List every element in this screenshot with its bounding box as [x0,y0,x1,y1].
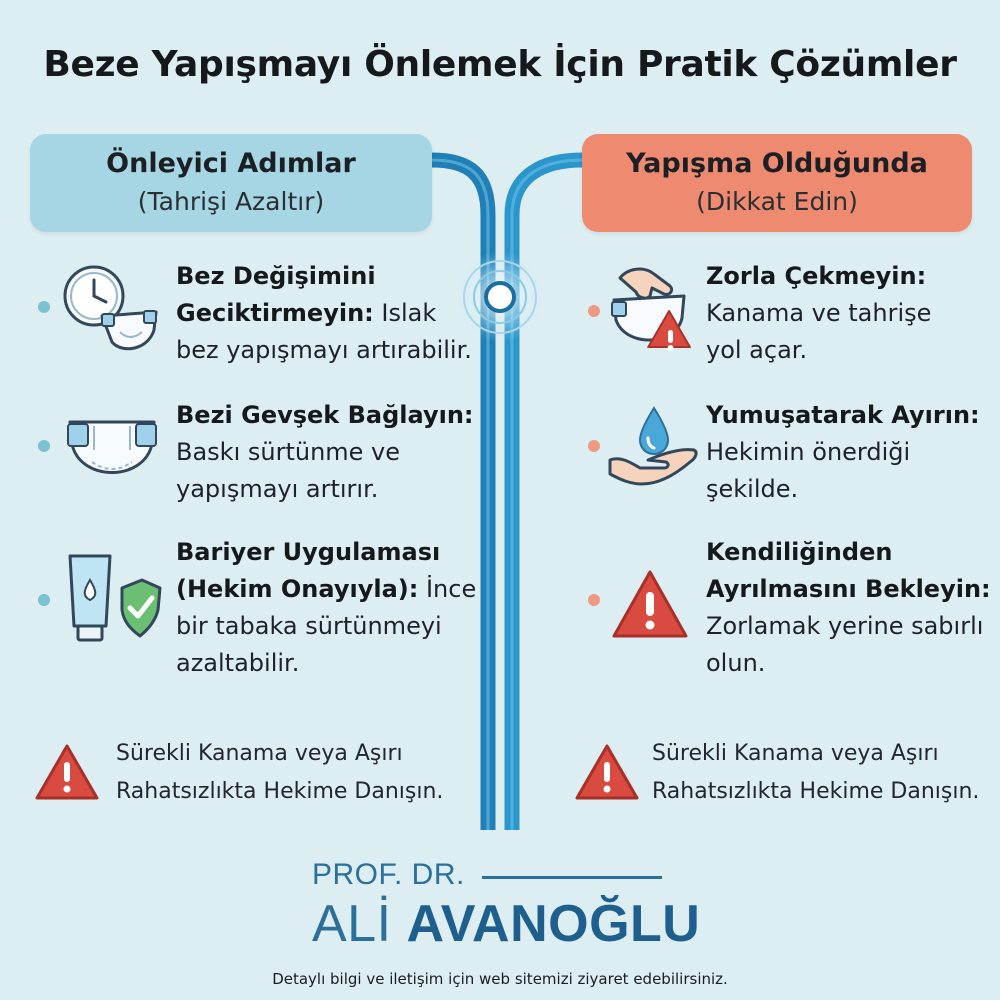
left-item-1-text [176,258,472,369]
left-item-2-line-3: yapışmayı artırır. [176,475,379,503]
diaper-icon [64,410,160,490]
bullet-dot [38,440,50,452]
hand-diaper-warning-icon [606,260,702,360]
left-item-1-bold-2: Geciktirmeyin: [176,299,374,327]
brand-first-name: ALİ [312,895,392,953]
brand-name [312,894,700,954]
left-item-2-line-2: Baskı sürtünme ve [176,438,401,466]
right-item-2-text [706,397,980,508]
right-header [582,134,972,232]
left-item-3-line-3: bir tabaka sürtünmeyi [176,612,442,640]
warning-icon [34,742,100,802]
right-item-3-bold-2: Ayrılmasını Bekleyin: [706,575,991,603]
clock-diaper-icon [62,262,162,358]
right-item-2-line-2: Hekimin önerdiği [706,438,911,466]
page-title: Beze Yapışmayı Önlemek İçin Pratik Çözümler [43,44,957,85]
left-header-title: Önleyici Adımlar [106,148,356,179]
left-header [30,134,432,232]
footer-text: Detaylı bilgi ve iletişim için web sitemizi ziyaret edebilirsiniz. [272,970,728,988]
right-header-subtitle: (Dikkat Edin) [696,187,858,216]
right-item-3-bold-1: Kendiliğinden [706,538,893,566]
right-item-2-bold-1: Yumuşatarak Ayırın: [706,401,980,429]
left-header-subtitle: (Tahrişi Azaltır) [137,187,325,216]
right-item-3-text [706,534,991,682]
left-item-1-rest-2: Islak [373,299,437,327]
bullet-dot [38,301,50,313]
right-item-2-line-3: şekilde. [706,475,799,503]
cream-tube-shield-icon [62,548,162,648]
warning-icon [574,742,640,802]
left-item-3-rest-2: İnce [418,575,477,603]
left-warning-text [116,735,443,811]
right-item-1-line-2: Kanama ve tahrişe [706,299,932,327]
bullet-dot [588,305,600,317]
right-item-1-bold-1: Zorla Çekmeyin: [706,262,927,290]
left-item-2-text [176,397,474,508]
brand-divider [482,876,662,879]
water-drop-hand-icon [606,404,702,490]
right-item-1-line-3: yol açar. [706,336,808,364]
left-item-3-bold-2: (Hekim Onayıyla): [176,575,419,603]
warning-icon [610,568,690,640]
brand-logo [312,858,700,954]
bullet-dot [38,594,50,606]
timeline-node [486,283,514,311]
right-warning-text [652,735,979,811]
right-warning-line-2: Rahatsızlıkta Hekime Danışın. [652,779,980,804]
right-item-3-line-3: Zorlamak yerine sabırlı [706,612,984,640]
left-item-3-line-4: azaltabilir. [176,649,300,677]
bullet-dot [588,594,600,606]
right-warning-line-1: Sürekli Kanama veya Aşırı [652,741,939,766]
bullet-dot [588,440,600,452]
brand-prefix: PROF. DR. [312,858,465,891]
left-item-1-line-3: bez yapışmayı artırabilir. [176,336,472,364]
left-item-3-bold-1: Bariyer Uygulaması [176,538,441,566]
left-item-2-bold-1: Bezi Gevşek Bağlayın: [176,401,474,429]
brand-last-name: AVANOĞLU [406,895,701,953]
right-header-title: Yapışma Olduğunda [626,148,928,179]
left-warning-line-2: Rahatsızlıkta Hekime Danışın. [116,779,444,804]
left-item-3-text [176,534,476,682]
left-warning-line-1: Sürekli Kanama veya Aşırı [116,741,403,766]
right-item-1-text [706,258,931,369]
left-item-1-bold-1: Bez Değişimini [176,262,376,290]
right-item-3-line-4: olun. [706,649,766,677]
